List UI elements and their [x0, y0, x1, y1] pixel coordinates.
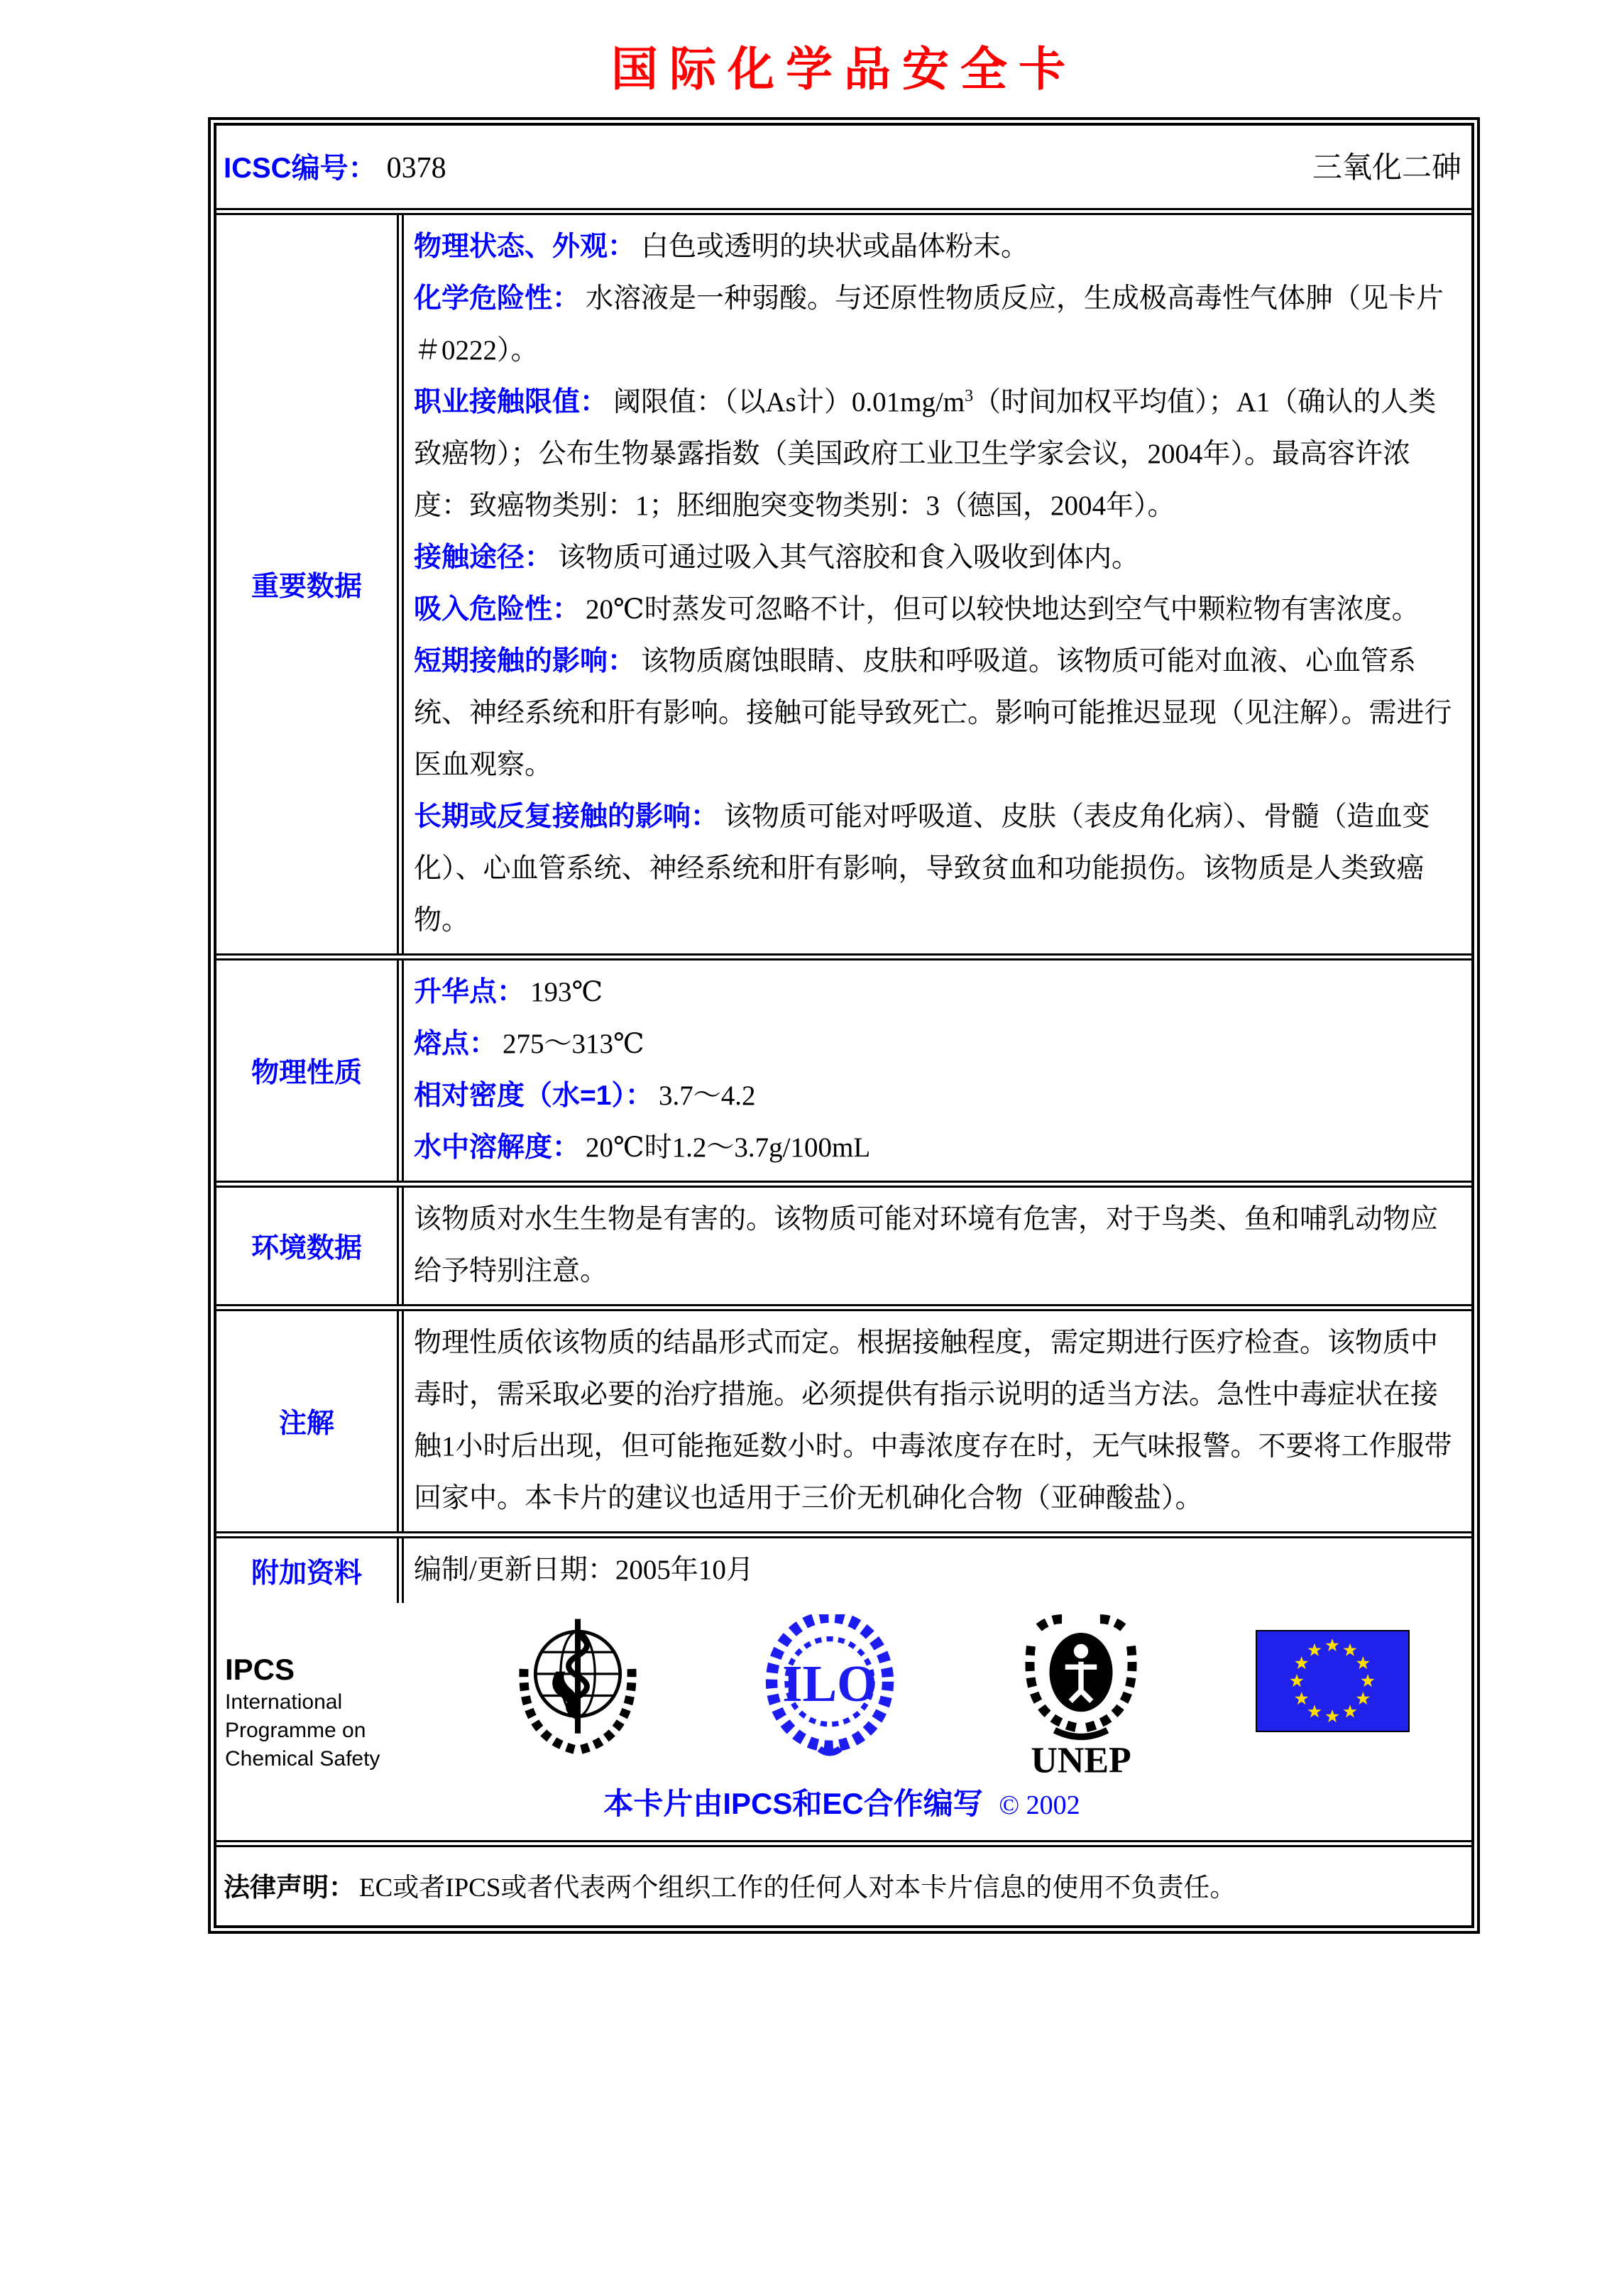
paragraph: [414, 635, 1460, 791]
legal-text: EC或者IPCS或者代表两个组织工作的任何人对本卡片信息的使用不负责任。: [359, 1873, 1236, 1903]
section-label-important-data: 重要数据: [216, 215, 404, 953]
section-content-additional-info: [404, 1538, 1471, 1603]
field-text: 275～313℃: [503, 1029, 644, 1059]
ipcs-subtitle-line: International: [225, 1690, 343, 1714]
eu-flag-icon: [1256, 1630, 1410, 1732]
title-bar: [208, 31, 1480, 99]
field-label: 接触途径：: [414, 542, 553, 573]
ipcs-subtitle-line: Programme on: [225, 1719, 366, 1742]
unep-logo-icon: [1015, 1614, 1147, 1778]
field-label: 升华点：: [414, 977, 525, 1007]
page-title: 国际化学品安全卡: [611, 43, 1077, 95]
chemical-name: 三氧化二砷: [1312, 152, 1461, 185]
unep-letters: UNEP: [1031, 1740, 1131, 1778]
field-label: 化学危险性：: [414, 283, 581, 314]
section-content-notes: [404, 1311, 1471, 1531]
section-important-data: [216, 215, 1471, 961]
legal-row: [216, 1847, 1471, 1925]
paragraph: [414, 791, 1460, 946]
section-label-notes: 注解: [216, 1311, 404, 1531]
section-additional-info: [216, 1538, 1471, 1603]
field-text: 该物质腐蚀眼睛、皮肤和呼吸道。该物质可能对血液、心血管系统、神经系统和肝有影响。接触可能导致死亡。影响可能推迟显现（见注解）。需进行医血观察。: [414, 646, 1452, 780]
paragraph: [414, 1070, 1460, 1122]
field-text: 该物质对水生生物是有害的。该物质可能对环境有危害，对于鸟类、鱼和哺乳动物应给予特别注意。: [414, 1204, 1439, 1286]
paragraph: [414, 376, 1460, 532]
field-text: 20℃时蒸发可忽略不计，但可以较快地达到空气中颗粒物有害浓度。: [586, 594, 1420, 625]
field-label: 水中溶解度：: [414, 1132, 581, 1163]
legal-label: 法律声明：: [224, 1873, 355, 1902]
header-row: [216, 126, 1471, 215]
ipcs-block: [225, 1651, 452, 1773]
who-logo-cell: [452, 1614, 704, 1756]
field-label: 熔点：: [414, 1029, 498, 1059]
ipcs-subtitle-line: Chemical Safety: [225, 1747, 380, 1771]
section-physical-properties: [216, 961, 1471, 1188]
section-environmental-data: [216, 1188, 1471, 1311]
copyright-text: © 2002: [999, 1790, 1080, 1820]
section-content-physical-properties: [404, 961, 1471, 1181]
credit-text: 本卡片由IPCS和EC合作编写: [603, 1787, 983, 1820]
section-content-important-data: [404, 215, 1471, 953]
who-logo-icon: [515, 1614, 641, 1756]
section-label-physical-properties: 物理性质: [216, 961, 404, 1181]
logos-strip: [225, 1614, 1459, 1778]
footer-row: [216, 1603, 1471, 1847]
section-label-environmental-data: 环境数据: [216, 1188, 404, 1304]
ipcs-title: IPCS: [225, 1653, 295, 1686]
field-text: 水溶液是一种弱酸。与还原性物质反应，生成极高毒性气体胂（见卡片＃0222）。: [414, 283, 1444, 366]
field-label: 长期或反复接触的影响：: [414, 801, 719, 832]
paragraph: [414, 532, 1460, 584]
card-table: [208, 117, 1480, 1934]
section-content-environmental-data: [404, 1188, 1471, 1304]
field-label: 吸入危险性：: [414, 594, 581, 625]
field-label: 短期接触的影响：: [414, 646, 636, 677]
paragraph: [414, 1544, 1460, 1596]
field-text: 物理性质依该物质的结晶形式而定。根据接触程度，需定期进行医疗检查。该物质中毒时，需采取必要的治疗措施。必须提供有指示说明的适当方法。急性中毒症状在接触1小时后出现，但可能拖延数小时。中毒浓度存在时，无气味报警。不要将工作服带回家中。本卡片的建议也适用于三价无机砷化合物（亚砷酸盐）。: [414, 1328, 1452, 1514]
field-text: 3.7～4.2: [658, 1080, 756, 1111]
ilo-letters: ILO: [781, 1655, 877, 1713]
paragraph: [414, 1018, 1460, 1070]
field-text: 该物质可通过吸入其气溶胶和食入吸收到体内。: [558, 542, 1140, 573]
superscript: 3: [965, 387, 974, 405]
field-text: 该物质可能对呼吸道、皮肤（表皮角化病）、骨髓（造血变化）、心血管系统、神经系统和肝有影响，导致贫血和功能损伤。该物质是人类致癌物。: [414, 801, 1430, 936]
ilo-logo-icon: [764, 1614, 895, 1759]
section-label-additional-info: 附加资料: [216, 1538, 404, 1603]
unep-logo-cell: [955, 1614, 1207, 1778]
paragraph: [414, 273, 1460, 376]
icsc-number-label: ICSC编号：: [224, 152, 377, 184]
field-text: 20℃时1.2～3.7g/100mL: [586, 1132, 871, 1163]
field-text: 阈限值：（以As计）0.01mg/m: [613, 387, 965, 417]
field-label: 物理状态、外观：: [414, 231, 636, 262]
paragraph: [414, 1317, 1460, 1524]
field-label: 职业接触限值：: [414, 387, 608, 417]
section-notes: [216, 1311, 1471, 1538]
field-label: 相对密度（水=1）：: [414, 1080, 653, 1111]
paragraph: [414, 1122, 1460, 1173]
field-text: 白色或透明的块状或晶体粉末。: [641, 231, 1029, 262]
sections-container: [216, 215, 1471, 1603]
field-text: （时间加权平均值）；A1（确认的人类致癌物）；公布生物暴露指数（美国政府工业卫生学家会议，2004年）。最高容许浓度：致癌物类别：1；胚细胞突变物类别：3（德国，2004年）。: [414, 387, 1437, 521]
icsc-number-group: [224, 146, 446, 186]
ilo-logo-cell: [704, 1614, 956, 1759]
paragraph: [414, 584, 1460, 635]
paragraph: [414, 966, 1460, 1018]
eu-flag-cell: [1207, 1630, 1459, 1732]
icsc-number-value: 0378: [386, 151, 446, 185]
paragraph: [414, 1193, 1460, 1297]
field-text: 193℃: [530, 977, 603, 1007]
credit-line: [225, 1780, 1459, 1823]
field-text: 编制/更新日期：2005年10月: [414, 1555, 754, 1585]
paragraph: [414, 221, 1460, 273]
